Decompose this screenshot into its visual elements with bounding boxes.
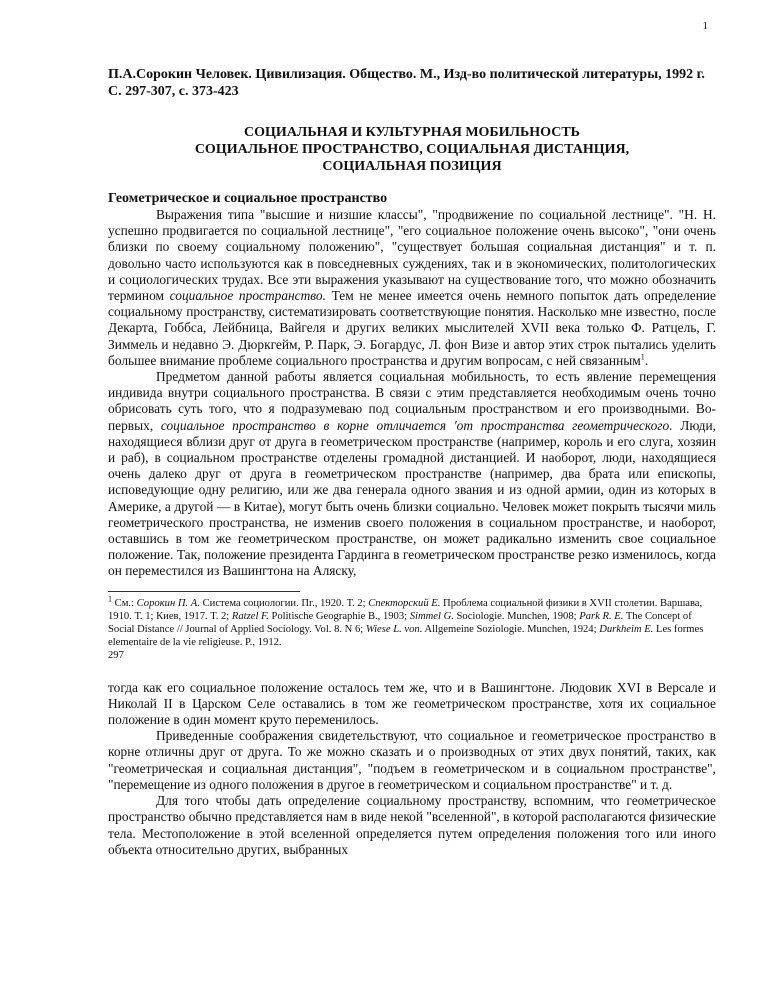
footnote-divider [108,591,300,592]
title-line: СОЦИАЛЬНАЯ ПОЗИЦИЯ [322,159,502,174]
page-number: 1 [702,20,708,32]
footnote-segment: Les formes elementaire de la vie religieuse. P., 1912. [108,623,704,648]
footnote-author: Wiese L. von. [365,623,423,635]
footnote-author: Спекторский Е. [368,597,441,609]
footnote-marker: 1 [108,594,112,604]
footnote-segment: Проблема социальной физики в XVII столетии. Варшава, 1910. Т. 1; Киев, 1917. Т. 2; [108,597,703,622]
document-body [108,66,716,858]
section-heading: Геометрическое и социальное пространство [108,191,388,206]
footnote-segment: Система социологии. Пг., 1920. Т. 2; [199,597,369,609]
footnote [108,594,716,649]
footnote-text [108,598,703,648]
footnote-author: Durkheim E. [599,623,654,635]
paragraph-1: Выражения типа "высшие и низшие классы", "продвижение по социальной лестнице". "Н. Н. успешно продвигается по социальной лестнице", "его социальное положение очень высоко", "они очень близки по своему социальному положению", "существует большая социальная дистанция" и т. п. довольно часто используются как в повседневных суждениях, так и в экономических, политологических и социологических трудах. Все эти выражения указывают на существование того, что можно обозначить термином социальное пространство. Тем не менее имеется очень немного попыток дать определение социальному пространству, систематизировать соответствующие понятия. Насколько мне известно, после Декарта, Гоббса, Лейбница, Вайгеля и других великих мыслителей XVII века только Ф. Ратцель, Г. Зиммель и недавно Э. Дюркгейм, Р. Парк, Э. Богардус, Л. фон Визе и автор этих строк пытались уделить большее внимание проблеме социального пространства и другим вопросам, с ней связанным$^1$. [108,207,717,368]
footnote-segment: Politische Geographie B., 1903; [268,610,410,622]
title-line: СОЦИАЛЬНОЕ ПРОСТРАНСТВО, СОЦИАЛЬНАЯ ДИСТАНЦИЯ, [194,142,630,157]
footnote-segment: Sociologie. Munchen, 1908; [453,610,580,622]
footnote-author: Simmel G. [409,610,454,622]
footnote-author: Park R. E. [579,610,624,622]
footnote-segment: Allgemeine Soziologie. Munchen, 1924; [422,623,600,635]
title-line: СОЦИАЛЬНАЯ И КУЛЬТУРНАЯ МОБИЛЬНОСТЬ [244,125,580,140]
paragraph-2: Предметом данной работы является социальная мобильность, то есть явление перемещения индивида внутри социального пространства. В связи с этим представляется необходимым очень точно обрисовать суть того, что я подразумеваю под социальным пространством и его производными. Во-первых, социальное пространство в корне отличается 'от пространства геометрического. Люди, находящиеся вблизи друг от друга в геометрическом пространстве (например, король и его слуга, хозяин и раб), в социальном пространстве отделены громадной дистанцией. И наоборот, люди, находящиеся очень далеко друг от друга в геометрическом пространстве (например, два брата или епископы, исповедующие одну религию, или же два генерала одного звания и из одной армии, один из которых в Америке, а другой — в Китае), могут быть очень близки социально. Человек может покрыть тысячи миль геометрического пространства, не изменив своего положения в социальном пространстве, и наоборот, оставшись в том же геометрическом пространстве, он может радикально изменить свое социальное положение. Так, положение президента Гардинга в геометрическом пространстве резко изменилось, когда он переместился из Вашингтона на Аляску, [108,369,716,579]
document-title [108,124,716,175]
footnote-segment: The Concept of Social Distance // Journal of Applied Sociology. Vol. 8. N 6; [108,610,692,635]
footnote-author: Ratzel F. [231,610,269,622]
footnote-ref[interactable]: 1 [640,352,645,362]
paragraph-4: Приведенные соображения свидетельствуют, что социальное и геометрическое пространство в корне отличны друг от друга. То же можно сказать и о производных от этих двух понятий, таких, как "геометрическая и социальная дистанция", "подъем в геометрическом и в социальном пространстве", "перемещение из одного положения в другое в геометрическом и социальном пространстве" и т. д. [108,728,716,792]
footnote-segment: См.: [114,597,137,609]
source-citation: П.А.Сорокин Человек. Цивилизация. Общество. М., Изд-во политической литературы, 1992 г. С. 297-307, с. 373-423 [108,67,705,99]
paragraph-3: тогда как его социальное положение осталось тем же, что и в Вашингтоне. Людовик XVI в Версале и Николай II в Царском Селе оставались в том же геометрическом пространстве, хотя их социальное положение в один момент круто переменилось. [108,679,716,728]
book-page-number: 297 [108,649,124,661]
paragraph-5: Для того чтобы дать определение социальному пространству, вспомним, что геометрическое пространство обычно представляется нам в виде некой "вселенной", в которой располагаются физические тела. Местоположение в этой вселенной определяется путем определения положения того или иного объекта относительно других, выбранных [108,793,716,857]
footnote-author: Сорокин П. А. [136,597,200,609]
